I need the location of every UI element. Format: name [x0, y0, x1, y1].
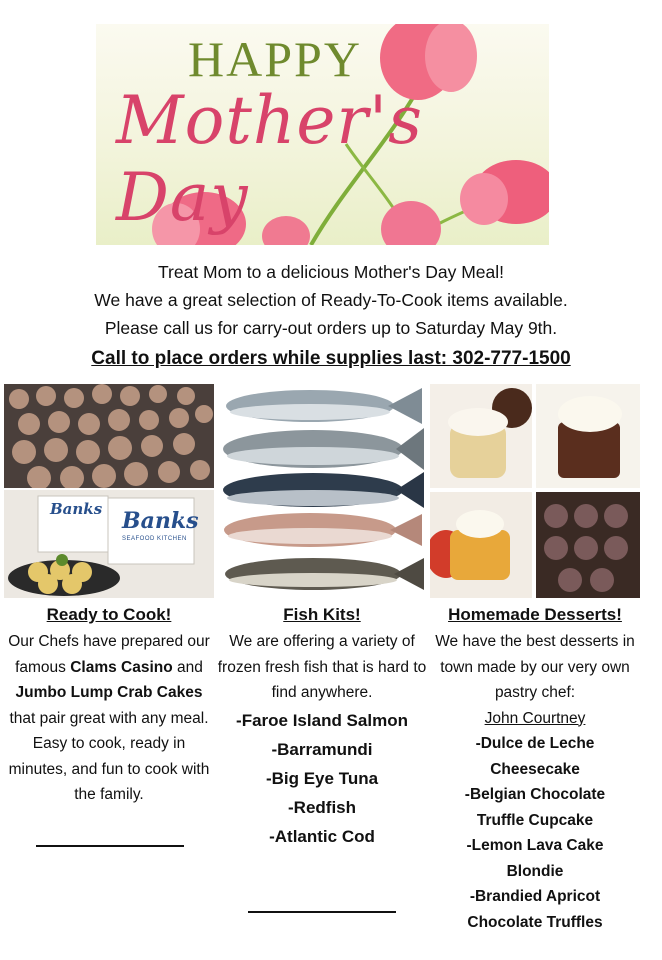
fish-item: -Faroe Island Salmon [236, 711, 408, 730]
desserts-text [432, 629, 638, 935]
clams-pattern [4, 384, 214, 488]
ready-to-cook-text [4, 629, 214, 808]
dessert-item: -Lemon Lava Cake Blondie [466, 837, 604, 880]
fish-photo [218, 384, 426, 598]
intro-line-3: Please call us for carry-out orders up to Saturday May 9th. [104, 318, 558, 338]
dessert-item: -Brandied Apricot Chocolate Truffles [467, 888, 603, 931]
fish-item: -Big Eye Tuna [265, 769, 379, 788]
desserts-intro: We have the best desserts in town made by our very own pastry chef: [435, 633, 635, 701]
dessert-illustrations [430, 384, 640, 598]
happy-heading: HAPPY [188, 31, 362, 87]
crab-cakes-label: Jumbo Lump Crab Cakes [15, 684, 203, 701]
ready-text-2: and [172, 658, 203, 676]
ready-to-cook-heading: Ready to Cook! [46, 605, 172, 624]
fish-item: -Barramundi [271, 740, 373, 759]
ready-text-1: Our Chefs have prepared our famous [8, 633, 210, 676]
banks-logo-large: Banks [122, 508, 199, 534]
divider-line-2 [248, 911, 396, 913]
desserts-heading: Homemade Desserts! [448, 605, 622, 624]
intro-line-1: Treat Mom to a delicious Mother's Day Meal! [157, 262, 504, 282]
pastry-chef-name: John Courtney [484, 709, 586, 727]
banks-logo-subtitle: SEAFOOD KITCHEN [122, 536, 187, 542]
ready-text-3: that pair great with any meal. Easy to cook, ready in minutes, and fun to cook with the family. [8, 709, 210, 803]
divider-line-1 [36, 845, 184, 847]
dessert-item: -Dulce de Leche Cheesecake [475, 735, 595, 778]
fish-item: -Atlantic Cod [269, 827, 375, 846]
mothers-day-script: Mother's Day [116, 82, 423, 236]
desserts-photo [430, 384, 640, 598]
banks-logo-small: Banks [50, 500, 103, 518]
fish-kits-intro: We are offering a variety of frozen fresh fish that is hard to find anywhere. [217, 633, 427, 701]
fish-illustrations [218, 384, 426, 598]
fish-kits-heading: Fish Kits! [283, 605, 361, 624]
dessert-item: -Belgian Chocolate Truffle Cupcake [464, 786, 606, 829]
mothers-day-banner [96, 24, 549, 245]
fish-item: -Redfish [288, 798, 356, 817]
call-to-order: Call to place orders while supplies last: 302-777-1500 [91, 348, 571, 369]
crab-cakes-scene [4, 490, 214, 598]
fish-list [212, 706, 432, 851]
clams-casino-photo [4, 384, 214, 488]
crab-cakes-photo [4, 490, 214, 598]
intro-line-2: We have a great selection of Ready-To-Cook items available. [94, 290, 568, 310]
clams-casino-label: Clams Casino [70, 658, 173, 676]
